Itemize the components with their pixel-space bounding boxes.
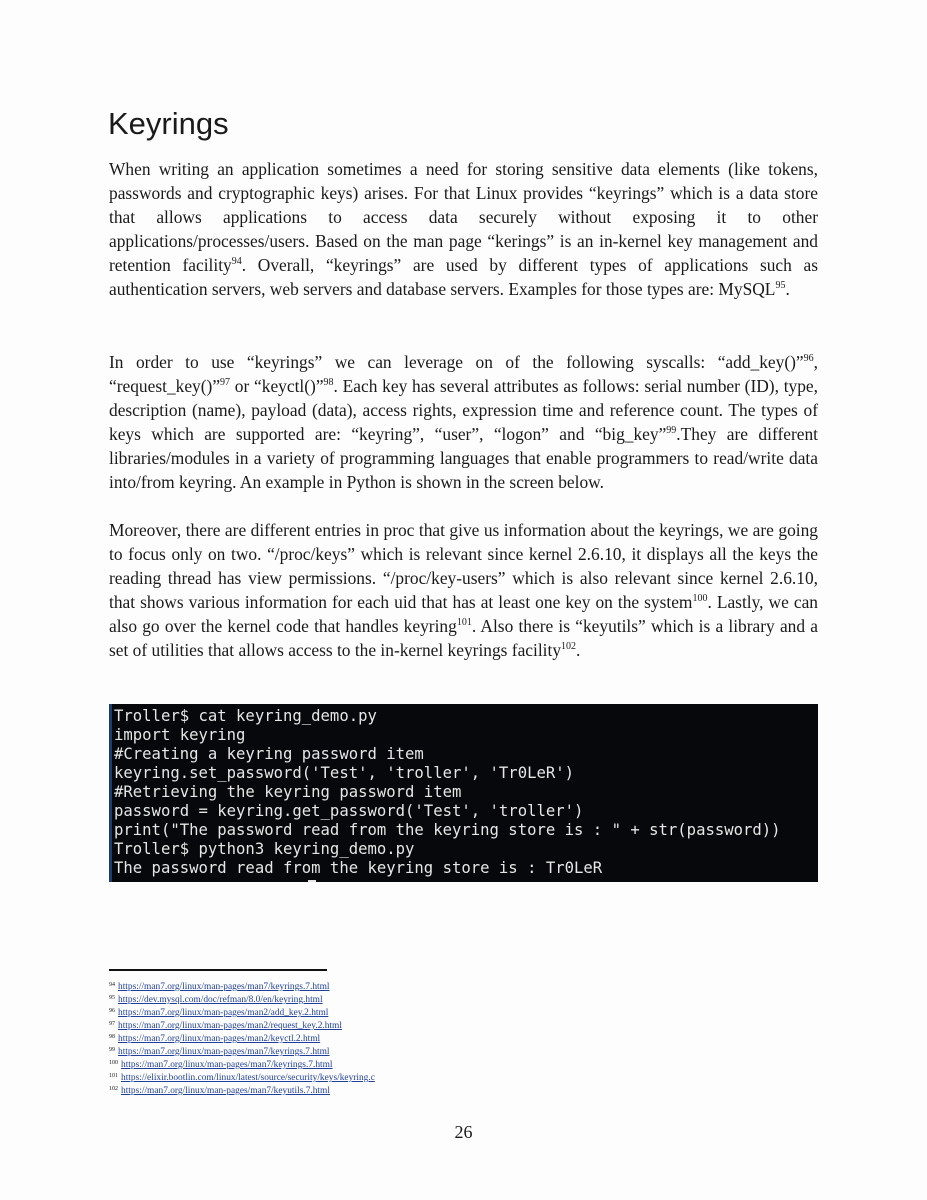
footnote-number: 99 — [109, 1047, 115, 1053]
terminal-line: print("The password read from the keyring store is : " + str(password)) — [114, 821, 781, 839]
terminal-line: import keyring — [114, 726, 246, 744]
terminal-line: keyring.set_password('Test', 'troller', 'Tr0LeR') — [114, 764, 575, 782]
footnote-link[interactable]: https://dev.mysql.com/doc/refman/8.0/en/keyring.html — [118, 995, 323, 1005]
paragraph-text: or “keyctl()” — [230, 376, 324, 396]
terminal-line: password = keyring.get_password('Test', 'troller') — [114, 802, 584, 820]
footnote-item — [109, 994, 529, 1007]
footnote-number: 94 — [109, 982, 115, 988]
footnote-link[interactable]: https://man7.org/linux/man-pages/man7/keyrings.7.html — [121, 1060, 333, 1070]
footnote-item — [109, 1007, 529, 1020]
footnote-ref-96[interactable]: 96 — [803, 353, 814, 365]
terminal-line: Troller$ python3 keyring_demo.py — [114, 840, 415, 858]
footnote-number: 98 — [109, 1034, 115, 1040]
footnote-item — [109, 1033, 529, 1046]
footnote-link[interactable]: https://man7.org/linux/man-pages/man7/keyutils.7.html — [121, 1086, 330, 1096]
terminal-line: The password read from the keyring store is : Tr0LeR — [114, 859, 603, 877]
terminal-cursor — [308, 880, 316, 882]
paragraph-text: Moreover, there are different entries in proc that give us information about the keyrings, we are going to focus only on two. “/proc/keys” which is relevant since kernel 2.6.10, it displays all the keys the reading thread has view permissions. “/proc/key-users” which is also relevant since kernel 2.6.10, that shows various information for each uid that has at least one key on the system — [109, 520, 818, 612]
footnote-link[interactable]: https://man7.org/linux/man-pages/man7/keyrings.7.html — [118, 982, 330, 992]
footnote-number: 96 — [109, 1008, 115, 1014]
footnote-link[interactable]: https://man7.org/linux/man-pages/man2/keyctl.2.html — [118, 1034, 321, 1044]
paragraph-text: . Each key has several attributes as follows: serial number (ID), type, description (name), payload (data), access rights, expression time and reference count. The types of keys which are supported are: “keyring”, “user”, “logon” and “big_key” — [109, 376, 818, 444]
paragraph-text: . Also there is “keyutils” which is a library and a set of utilities that allows access to the in-kernel keyrings facility — [109, 616, 818, 660]
terminal-line: Troller$ cat keyring_demo.py — [114, 707, 377, 725]
paragraph-text: When writing an application sometimes a need for storing sensitive data elements (like tokens, passwords and cryptographic keys) arises. For that Linux provides “keyrings” which is a data store that allows applications to access data securely without exposing it to other applications/processes/users. Based on the man page “kerings” is an in-kernel key management and retention facility — [109, 159, 818, 275]
paragraph-text: . Overall, “keyrings” are used by different types of applications such as authentication servers, web servers and database servers. Examples for those types are: MySQL — [109, 255, 818, 299]
paragraph-syscalls — [109, 350, 818, 494]
paragraph-text: , “request_key()” — [109, 352, 818, 396]
footnote-item — [109, 1059, 529, 1072]
footnote-ref-100[interactable]: 100 — [692, 593, 708, 605]
footnote-number: 101 — [109, 1073, 118, 1079]
footnote-ref-102[interactable]: 102 — [561, 641, 577, 653]
paragraph-text: . Lastly, we can also go over the kernel code that handles keyring — [109, 592, 818, 636]
footnote-item — [109, 1020, 529, 1033]
footnote-link[interactable]: https://man7.org/linux/man-pages/man7/keyrings.7.html — [118, 1047, 330, 1057]
footnote-number: 100 — [109, 1060, 118, 1066]
paragraph-intro — [109, 157, 818, 301]
footnote-item — [109, 1085, 529, 1098]
footnote-link[interactable]: https://man7.org/linux/man-pages/man2/request_key.2.html — [118, 1021, 342, 1031]
footnote-item — [109, 1046, 529, 1059]
footnote-link[interactable]: https://man7.org/linux/man-pages/man2/add_key.2.html — [118, 1008, 329, 1018]
paragraph-text: .They are different libraries/modules in a variety of programming languages that enable programmers to read/write data into/from keyring. An example in Python is shown in the screen below. — [109, 424, 818, 492]
footnote-divider — [109, 969, 327, 971]
footnotes — [109, 981, 529, 1098]
footnote-item — [109, 1072, 529, 1085]
footnote-number: 95 — [109, 995, 115, 1001]
footnote-ref-99[interactable]: 99 — [666, 425, 677, 437]
footnote-ref-95[interactable]: 95 — [775, 280, 786, 292]
footnote-ref-94[interactable]: 94 — [231, 256, 242, 268]
footnote-ref-98[interactable]: 98 — [323, 377, 334, 389]
paragraph-text: . — [785, 279, 790, 299]
terminal-line: #Retrieving the keyring password item — [114, 783, 462, 801]
footnote-number: 102 — [109, 1086, 118, 1092]
section-heading: Keyrings — [108, 106, 229, 141]
footnote-item — [109, 981, 529, 994]
paragraph-text: In order to use “keyrings” we can leverage on of the following syscalls: “add_key()” — [109, 352, 804, 372]
terminal-screenshot — [109, 704, 818, 882]
page-number: 26 — [454, 1122, 473, 1142]
footnote-ref-101[interactable]: 101 — [456, 617, 472, 629]
footnote-ref-97[interactable]: 97 — [220, 377, 231, 389]
paragraph-text: . — [576, 640, 581, 660]
footnote-number: 97 — [109, 1021, 115, 1027]
footnote-link[interactable]: https://elixir.bootlin.com/linux/latest/source/security/keys/keyring.c — [121, 1073, 375, 1083]
terminal-line: #Creating a keyring password item — [114, 745, 424, 763]
paragraph-proc-entries — [109, 518, 818, 662]
